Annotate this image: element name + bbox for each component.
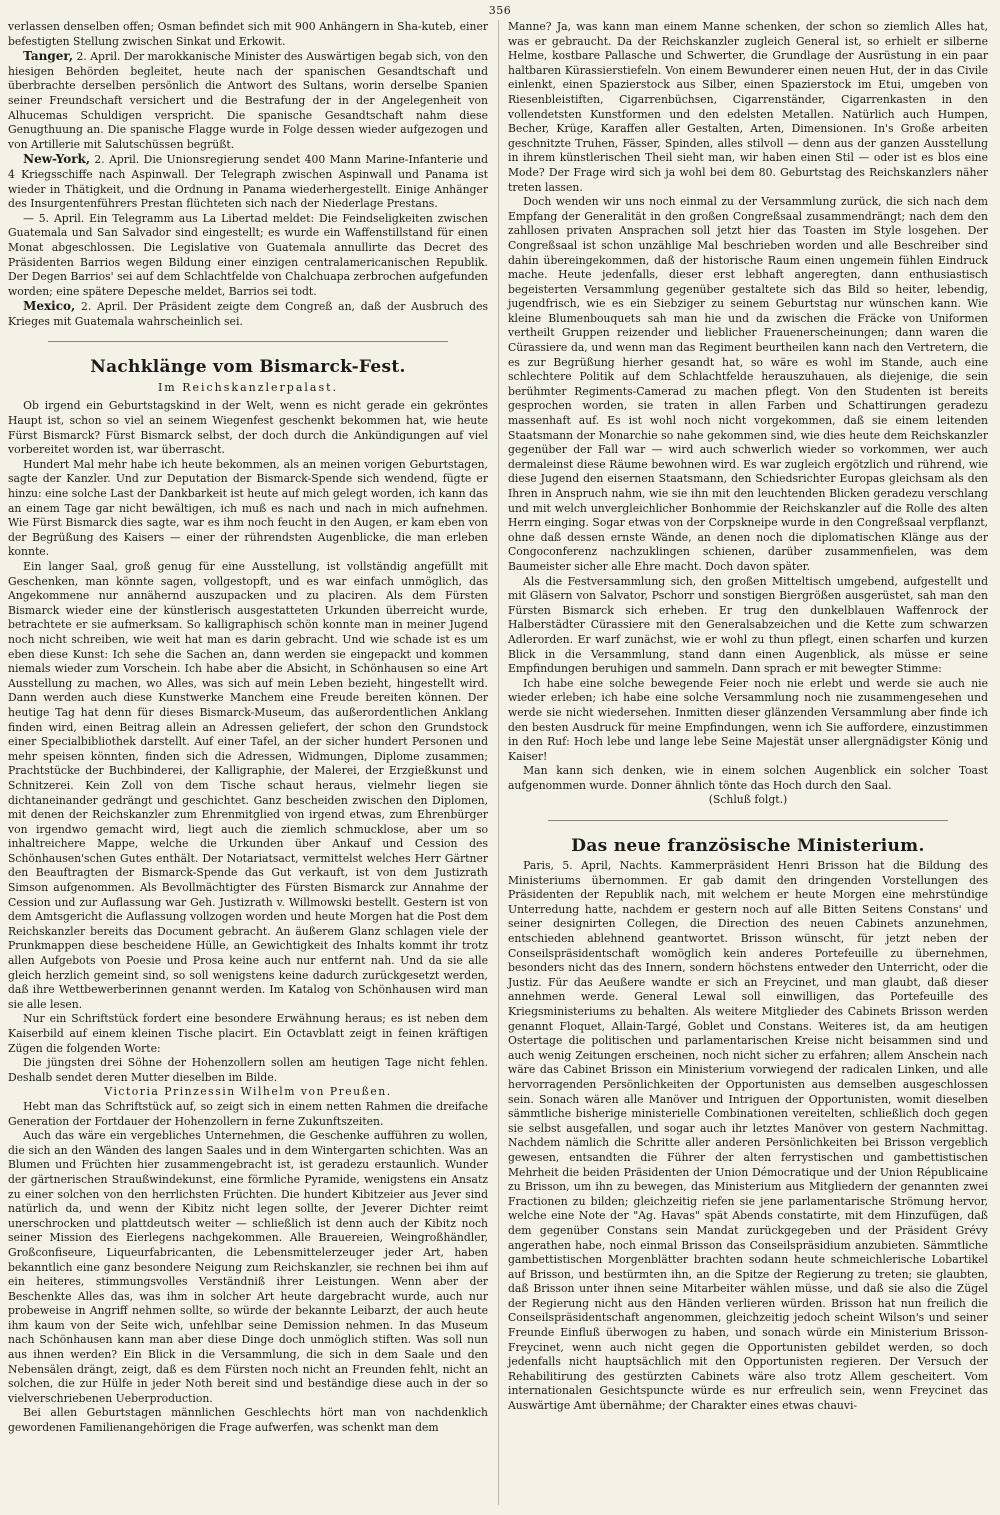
news-text: 2. April. Die Unionsregierung sendet 400 Mann Marine-Infanterie und 4 Kriegsschiffe nach Aspinwall. Der Telegraph zwischen Aspinwall und Panama ist wieder in Thätigkeit, und die Ordnung in Panama wiederhergestellt. Einige Anhänger des Insurgentenführers Prestan flüchteten sich nach der Niederlage Prestans. [8,153,488,211]
article-headline: Das neue französische Ministerium. [571,836,925,857]
article-paragraph: Nur ein Schriftstück fordert eine besondere Erwähnung heraus; es ist neben dem Kaiserbild auf einem kleinen Tische placirt. Ein Octavblatt zeigt in feinen kräftigen Zügen die folgenden Worte: [8,1012,488,1055]
columns [8,20,988,1505]
article-paragraph: Paris, 5. April, Nachts. Kammerpräsident Henri Brisson hat die Bildung des Ministeriums übernommen. Er gab damit den dringenden Vorstellungen des Präsidenten der Republik nach, mit welchem er heute Morgen eine mehrstündige Unterredung hatte, nachdem er gestern noch auf alle Bitten Seitens Constans' und seiner designirten Collegen, die Direction des neuen Cabinets anzunehmen, entschieden ablehnend geantwortet. Brisson wünscht, für jetzt neben der Conseilspräsidentschaft womöglich kein anderes Portefeuille zu übernehmen, besonders nicht das des Innern, sondern höchstens entweder den Unterricht, oder die Justiz. Für das Aeußere wandte er sich an Freycinet, und man glaubt, daß dieser annehmen werde. General Lewal soll einwilligen, das Portefeuille des Kriegsministeriums zu behalten. Als weitere Mitglieder des Cabinets Brisson werden genannt Floquet, Allain-Targé, Goblet und Constans. Weiteres ist, da am heutigen Ostertage die politischen und parlamentarischen Kreise nicht beisammen sind und auch wenig Zeitungen erscheinen, noch nicht sicher zu erfahren; allem Anschein nach wäre das Cabinet Brisson ein Ministerium vorwiegend der radicalen Linken, und alle hervorragenden Persönlichkeiten der Opportunisten aus demselben ausgeschlossen sein. Sonach wären alle Manöver und Intriguen der Opportunisten, womit dieselben sämmtliche bisherige ministerielle Combinationen vereitelten, schließlich doch gegen sie selbst ausgefallen, und sogar auch ihr letztes Manöver von gestern Nachmittag. Nachdem nämlich die Schritte aller anderen Persönlichkeiten bei Brisson vergeblich gewesen, entsandten die Führer der alten ferrystischen und gambettistischen Mehrheit die beiden Präsidenten der Union Démocratique und der Union Républicaine zu Brisson, um ihn zu bewegen, das Ministerium aus Mitgliedern der genannten zwei Fractionen zu bilden; gleichzeitig riefen sie jene parlamentarische Strömung hervor, welche eine Note der "Ag. Havas" spät Abends constatirte, mit dem Hinzufügen, daß dem gegenüber Constans sein Mandat zurückgegeben und der Präsident Grévy angerathen habe, noch einmal Brisson das Conseilspräsidium anzubieten. Sämmtliche gambettistischen Morgenblätter brachten sodann heute schmeichlerische Lobartikel auf Brisson, und bestürmten ihn, an die Spitze der Regierung zu treten; sie glaubten, daß Brisson unter ihnen seine Mitarbeiter wählen müsse, und daß sie also die Zügel der Regierung nicht aus den Händen verlieren würden. Brisson hat nun freilich die Conseilspräsidentschaft angenommen, gleichzeitig jedoch scheint Wilson's und seiner Freunde Einfluß überwogen zu haben, und sonach würde ein Ministerium Brisson-Freycinet, wenn auch nicht gegen die Opportunisten gebildet werden, so doch jedenfalls nicht hauptsächlich mit den Opportunisten regieren. Der Versuch der Rehabilitirung des gestürzten Cabinets wäre also trotz Allem gescheitert. Vom internationalen Gesichtspuncte würde es nur erfreulich sein, wenn Freycinet das Auswärtige Amt übernähme; der Charakter eines etwas chauvi- [508,859,988,1413]
dateline: New-York, [23,152,91,167]
article-paragraph: Ob irgend ein Geburtstagskind in der Welt, wenn es nicht gerade ein gekröntes Haupt ist, schon so viel an seinem Wiegenfest geschenkt bekommen hat, wie heute Fürst Bismarck? Fürst Bismarck selbst, der doch durch die Ankündigungen auf viel vorbereitet worden ist, war überrascht. [8,399,488,457]
news-paragraph: verlassen denselben offen; Osman befindet sich mit 900 Anhängern in Sha-kuteb, einer befestigten Stellung zwischen Sinkat und Erkowit. [8,20,488,48]
article-paragraph: Doch wenden wir uns noch einmal zu der Versammlung zurück, die sich nach dem Empfang der Generalität in den großen Congreßsaal zusammendrängt; nach dem den zahllosen privaten Ansprachen soll jetzt hier das Toasten im Style losgehen. Der Congreßsaal ist schon unzählige Mal beschrieben worden und alle Beschreiber sind dahin übereingekommen, daß der historische Raum einen ungemein fühlen Eindruck mache. Heute jedenfalls, dieser erst lebhaft angeregten, dann enthusiastisch begeisterten Versammlung gegenüber gestaltete sich das Bild so heiter, lebendig, jugendfrisch, wie es ein Siebziger zu seinem Geburtstag nur wünschen kann. Wie kleine Blumenbouquets sah man hie und da zwischen die Fräcke von Uniformen vertheilt Gruppen reizender und lieblicher Frauenerscheinungen; dann waren die Cürassiere da, und wenn man das Regiment beurtheilen kann nach den Vertretern, die es zur Begrüßung hierher gesandt hat, so wäre es wohl im Stande, auch eine schlechtere Politik auf dem Schlachtfelde herauszuhauen, als diejenige, die sein berühmter Regiments-Camerad zu machen pflegt. Von den Studenten ist bereits gesprochen worden, sie traten in allen Farben und Schattirungen geradezu massenhaft auf. Es ist wohl noch nicht vorgekommen, daß sie einem leitenden Staatsmann der Monarchie so nahe gekommen sind, wie dies heute dem Reichskanzler gegenüber der Fall war — wird auch schwerlich wieder so vorkommen, wer auch dermaleinst diese Räume bewohnen wird. Es war zugleich ergötzlich und rührend, wie diese Jugend den eisernen Staatsmann, den Schiedsrichter Europas gleichsam als den Ihren in Anspruch nahm, wie sie ihn mit den leuchtenden Blicken geradezu verschlang und mit welch unvergleichlicher Bonhommie der Reichskanzler auf die Rolle des alten Herrn einging. Sogar etwas von der Corpskneipe wurde in den Congreßsaal verpflanzt, ohne daß dessen ernste Wände, an denen noch die diplomatischen Klänge aus der Congoconferenz nachzuklingen schienen, darüber zusammenfielen, was dem Baumeister sicher alle Ehre macht. Doch davon später. [508,195,988,573]
news-text: 2. April. Der marokkanische Minister des Auswärtigen begab sich, von den hiesigen Behörden begleitet, heute nach der spanischen Gesandtschaft und überbrachte derselben persönlich die Antwort des Sultans, worin derselbe Spanien seiner Freundschaft versichert und die Bestrafung der in der Angelegenheit von Alhucemas Schuldigen verspricht. Die spanische Gesandtschaft nahm diese Genugthuung an. Die spanische Flagge wurde in Folge dessen wieder aufgezogen und von Artillerie mit Salutschüssen begrüßt. [8,50,488,151]
article-paragraph: Bei allen Geburtstagen männlichen Geschlechts hört man von nachdenklich gewordenen Familienangehörigen die Frage aufwerfen, was schenkt man dem [8,1406,488,1435]
article-subheadline: Im Reichskanzlerpalast. [157,381,339,395]
dateline: Tanger, [23,49,74,64]
article-paragraph: Hebt man das Schriftstück auf, so zeigt sich in einem netten Rahmen die dreifache Generation der Fortdauer der Hohenzollern in ferne Zukunftszeiten. [8,1099,488,1128]
news-item-mexico [8,299,488,329]
article-paragraph: Auch das wäre ein vergebliches Unternehmen, die Geschenke aufführen zu wollen, die sich an den Wänden des langen Saales und in dem Wintergarten schichten. Was an Blumen und Früchten hier zusammengebracht ist, ist geradezu erstaunlich. Wunder der gärtnerischen Straußwindekunst, eine förmliche Pyramide, wenigstens ein Ansatz zu einer solchen von den herrlichsten Früchten. Die hundert Kibitzeier aus Jever sind natürlich da, und wenn der Kibitz nicht legen sollte, der Jeverer Dichter reimt unerschrocken und plattdeutsch weiter — schließlich ist denn auch der Kibitz noch seiner Mission des Eierlegens nachgekommen. Alle Brauereien, Weingroßhändler, Großconfiseure, Liqueurfabricanten, die Lebensmittelerzeuger jeder Art, haben bekanntlich eine ganz besondere Neigung zum Reichskanzler, sie rechnen bei ihm auf ein heiteres, stimmungsvolles Verständniß ihrer Leistungen. Wenn aber der Beschenkte Alles das, was ihm in solcher Art heute dargebracht wurde, auch nur probeweise in Angriff nehmen sollte, so würde der bekannte Leibarzt, der auch heute ihm kaum von der Seite wich, unfehlbar seine Demission nehmen. In das Museum nach Schönhausen kann man aber diese Dinge doch unmöglich stiften. Was soll nun aus ihnen werden? Ein Blick in die Versammlung, die sich in dem Saale und den Nebensälen drängt, zeigt, daß es dem Fürsten noch nicht an Freunden fehlt, nicht an solchen, die zur Hülfe in jeder Noth bereit sind und beständige diese auch in der so vielverschriebenen Ueberproduction. [8,1129,488,1405]
right-column [498,20,988,1505]
dateline: Mexico, [23,299,76,314]
article-paragraph: Hundert Mal mehr habe ich heute bekommen, als an meinen vorigen Geburtstagen, sagte der Kanzler. Und zur Deputation der Bismarck-Spende sich wendend, fügte er hinzu: eine solche Last der Dankbarkeit ist heute auf mich gelegt worden, ich kann das an einem Tage gar nicht bewältigen, ich muß es nach und nach in mich aufnehmen. Wie Fürst Bismarck dies sagte, war es ihm noch feucht in den Augen, er kam eben von der Begrüßung des Kaisers — einer der rührendsten Augenblicke, die man erleben konnte. [8,457,488,559]
divider [48,341,448,342]
page-number: 356 [488,4,512,17]
news-item-newyork [8,152,488,211]
news-text: 2. April. Der Präsident zeigte dem Congreß an, daß der Ausbruch des Krieges mit Guatemala wahrscheinlich sei. [8,300,488,328]
divider [548,820,948,821]
left-column [8,20,488,1505]
signature: Victoria Prinzessin Wilhelm von Preußen. [104,1085,392,1099]
article-paragraph: Man kann sich denken, wie in einem solchen Augenblick ein solcher Toast aufgenommen wurde. Donner ähnlich tönte das Hoch durch den Saal. [508,764,988,792]
news-item-april5: — 5. April. Ein Telegramm aus La Libertad meldet: Die Feindseligkeiten zwischen Guatemala und San Salvador sind eingestellt; es wurde ein Waffenstillstand für einen Monat abgeschlossen. Die Legislative von Guatemala annullirte das Decret des Präsidenten Barrios wegen Bildung einer einzigen centralamericanischen Republik. Der Degen Barrios' sei auf dem Schlachtfelde von Chalchuapa zerbrochen aufgefunden worden; eine spätere Depesche meldet, Barrios sei todt. [8,211,488,298]
article-paragraph: Als die Festversammlung sich, den großen Mitteltisch umgebend, aufgestellt und mit Gläsern von Salvator, Pschorr und sonstigen Biergrößen ausgerüstet, sah man den Fürsten Bismarck sich erheben. Er trug den dunkelblauen Waffenrock der Halberstädter Cürassiere mit den Generalsabzeichen und die Kette zum schwarzen Adlerorden. Er warf zunächst, wie er wohl zu thun pflegt, einen scharfen und kurzen Blick in die Versammlung, stand dann einen Augenblick, als müsse er seine Empfindungen beruhigen und sammeln. Dann sprach er mit bewegter Stimme: [508,574,988,676]
speech-quote: Ich habe eine solche bewegende Feier noch nie erlebt und werde sie auch nie wieder erleben; ich habe eine solche Versammlung noch nie zusammengesehen und werde sie nicht wiedersehen. Inmitten dieser glänzenden Versammlung aber finde ich den besten Ausdruck für meine Empfindungen, wenn ich Sie auffordere, einzustimmen in den Ruf: Hoch lebe und lange lebe Seine Majestät unser allergnädigster König und Kaiser! [508,676,988,763]
quoted-note: Die jüngsten drei Söhne der Hohenzollern sollen am heutigen Tage nicht fehlen. Deshalb sendet deren Mutter dieselben im Bilde. [8,1056,488,1084]
article-paragraph: Manne? Ja, was kann man einem Manne schenken, der schon so ziemlich Alles hat, was er gebraucht. Da der Reichskanzler zugleich General ist, so erhielt er silberne Helme, kostbare Pallasche und Schwerter, die Grundlage der Ausrüstung in ein paar haltbaren Kürassierstiefeln. Von einem Bewunderer einen neuen Hut, der in das Civile einlenkt, einen Spazierstock aus Silber, einen Spazierstock im Etui, umgeben von Riesenbleistiften, Cigarrenbüchsen, Cigarrenständer, Cigarrenkasten in den vollendetsten Kunstformen und den edelsten Metallen. Natürlich auch Humpen, Becher, Krüge, Karaffen aller Gestalten, Arten, Dimensionen. In's Große arbeiten geschnitzte Truhen, Fässer, Spinden, alles stilvoll — denn aus der ganzen Ausstellung in ihrem künstlerischen Theil sieht man, wir haben einen Stil — oder ist es blos eine Mode? Der Frage wird sich ja wohl bei dem 80. Geburtstag des Reichskanzlers näher treten lassen. [508,20,988,194]
continuation-note: (Schluß folgt.) [708,793,788,807]
news-item-tanger [8,49,488,152]
article-paragraph: Ein langer Saal, groß genug für eine Ausstellung, ist vollständig angefüllt mit Geschenken, man könnte sagen, vollgestopft, und es war einfach unmöglich, das Angekommene nur annähernd auszupacken und zu placiren. Als dem Fürsten Bismarck wieder eine der künstlerisch ausgestatteten Urkunden überreicht wurde, betrachtete er sie aufmerksam. So kalligraphisch schön konnte man in meiner Jugend noch nicht schreiben, wie weit hat man es darin gebracht. Und wie schade ist es um eben diese Kunst: Ich sehe die Sachen an, dann werden sie eingepackt und kommen niemals wieder zum Vorschein. Ich habe aber die Absicht, in Schönhausen so eine Art Ausstellung zu machen, wo Alles, was sich auf mein Leben bezieht, hingestellt wird. Dann werden auch diese Kunstwerke Manchem eine Freude bereiten können. Der heutige Tag hat denn für dieses Bismarck-Museum, das außerordentlichen Anklang finden wird, einen Beitrag allein an Adressen geliefert, der schon den Grundstock einer Specialbibliothek darstellt. Auf einer Tafel, an der sicher hundert Personen und mehr speisen könnten, finden sich die Adressen, Widmungen, Diplome zusammen; Prachtstücke der Buchbinderei, der Kalligraphie, der Malerei, der Erzgießkunst und Schnitzerei. Kein Zoll von dem Tische schaut heraus, vielmehr liegen sie dichtaneinander gedrängt und geschichtet. Ganz bescheiden zwischen den Diplomen, mit denen der Reichskanzler zum Ehrenmitglied von irgend etwas, zum Ehrenbürger von irgendwo gemacht wird, liegt auch die ziemlich schmucklose, aber um so inhaltreichere Mappe, welche die Urkunden über Ankauf und Cession des Schönhausen'schen Gutes enthält. Der Notariatsact, vermittelst welches Herr Gärtner den Beauftragten der Bismarck-Spende das Gut verkauft, ist von dem Justizrath Simson aufgenommen. Als Bevollmächtigter des Fürsten Bismarck zur Annahme der Cession und zur Auflassung war Geh. Justizrath v. Willmowski bestellt. Gestern ist von dem Amtsgericht die Auflassung vollzogen worden und heute Morgen hat die Post dem Reichskanzler bereits das Document gebracht. An äußerem Glanz schlagen viele der Prunkmappen diese bescheidene Hülle, an Gewichtigkeit des Inhalts kommt ihr trotz allen Aufgebots von Poesie und Prosa keine auch nur entfernt nah. Und da sie alle gleich herzlich gemeint sind, so soll wenigstens keine dadurch zurückgesetzt werden, daß ihre Wettbewerberinnen genannt werden. Im Katalog von Schönhausen wird man sie alle lesen. [8,560,488,1011]
article-headline: Nachklänge vom Bismarck-Fest. [90,357,406,378]
